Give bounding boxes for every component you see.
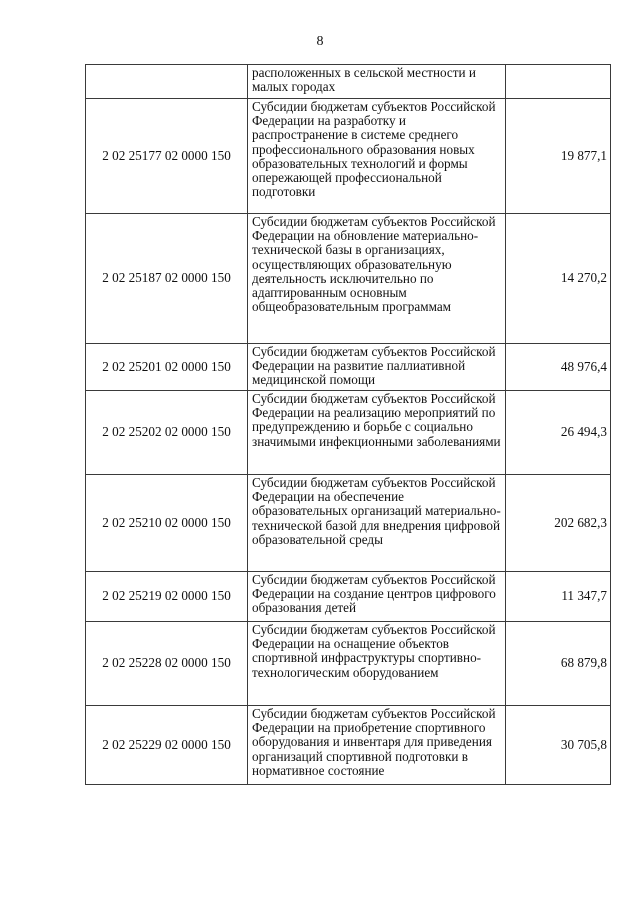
amount-cell: 19 877,1 <box>506 99 611 214</box>
description-cell <box>248 391 506 475</box>
description-text: Субсидии бюджетам субъектов Российской Федерации на приобретение спортивного оборудования и инвентаря для приведения организаций спортивной подготовки в нормативное состояние <box>252 706 496 778</box>
amount-cell: 48 976,4 <box>506 344 611 391</box>
amount-cell: 68 879,8 <box>506 622 611 706</box>
table-row <box>86 622 611 706</box>
budget-revenue-table <box>85 64 611 785</box>
budget-code-cell: 2 02 25177 02 0000 150 <box>86 99 248 214</box>
description-cell <box>248 99 506 214</box>
table-row <box>86 344 611 391</box>
budget-code-cell: 2 02 25219 02 0000 150 <box>86 572 248 622</box>
budget-code-cell <box>86 65 248 99</box>
description-text: Субсидии бюджетам субъектов Российской Федерации на разработку и распространение в системе среднего профессионального образования новых образовательных технологий и формы опережающей профессиональной подготовки <box>252 99 496 200</box>
amount-cell: 14 270,2 <box>506 214 611 344</box>
description-cell <box>248 214 506 344</box>
amount-cell: 30 705,8 <box>506 706 611 785</box>
budget-code-cell: 2 02 25228 02 0000 150 <box>86 622 248 706</box>
amount-cell: 26 494,3 <box>506 391 611 475</box>
budget-code-cell: 2 02 25201 02 0000 150 <box>86 344 248 391</box>
page-number: 8 <box>316 34 324 49</box>
description-text: Субсидии бюджетам субъектов Российской Федерации на обеспечение образовательных организаций материально-технической базой для внедрения цифровой образовательной среды <box>252 475 501 547</box>
description-text: расположенных в сельской местности и малых городах <box>252 65 476 95</box>
table-row <box>86 706 611 785</box>
budget-code-cell: 2 02 25187 02 0000 150 <box>86 214 248 344</box>
description-cell <box>248 622 506 706</box>
amount-cell: 202 682,3 <box>506 475 611 572</box>
description-text: Субсидии бюджетам субъектов Российской Федерации на обновление материально-технической базы в организациях, осуществляющих образовательную деятельность исключительно по адаптированным основным общеобразовательным программам <box>252 214 496 315</box>
description-cell <box>248 706 506 785</box>
budget-code-cell: 2 02 25210 02 0000 150 <box>86 475 248 572</box>
budget-code-cell: 2 02 25202 02 0000 150 <box>86 391 248 475</box>
description-cell <box>248 475 506 572</box>
description-text: Субсидии бюджетам субъектов Российской Федерации на реализацию мероприятий по предупреждению и борьбе с социально значимыми инфекционными заболеваниями <box>252 391 501 449</box>
table-row <box>86 99 611 214</box>
amount-cell: 11 347,7 <box>506 572 611 622</box>
description-text: Субсидии бюджетам субъектов Российской Федерации на создание центров цифрового образования детей <box>252 572 496 616</box>
description-text: Субсидии бюджетам субъектов Российской Федерации на оснащение объектов спортивной инфраструктуры спортивно-технологическим оборудованием <box>252 622 496 680</box>
description-text: Субсидии бюджетам субъектов Российской Федерации на развитие паллиативной медицинской помощи <box>252 344 496 388</box>
table-row <box>86 572 611 622</box>
description-cell <box>248 572 506 622</box>
description-cell <box>248 65 506 99</box>
budget-code-cell: 2 02 25229 02 0000 150 <box>86 706 248 785</box>
table-row <box>86 65 611 99</box>
table-row <box>86 214 611 344</box>
description-cell <box>248 344 506 391</box>
amount-cell <box>506 65 611 99</box>
table-row <box>86 391 611 475</box>
table-row <box>86 475 611 572</box>
